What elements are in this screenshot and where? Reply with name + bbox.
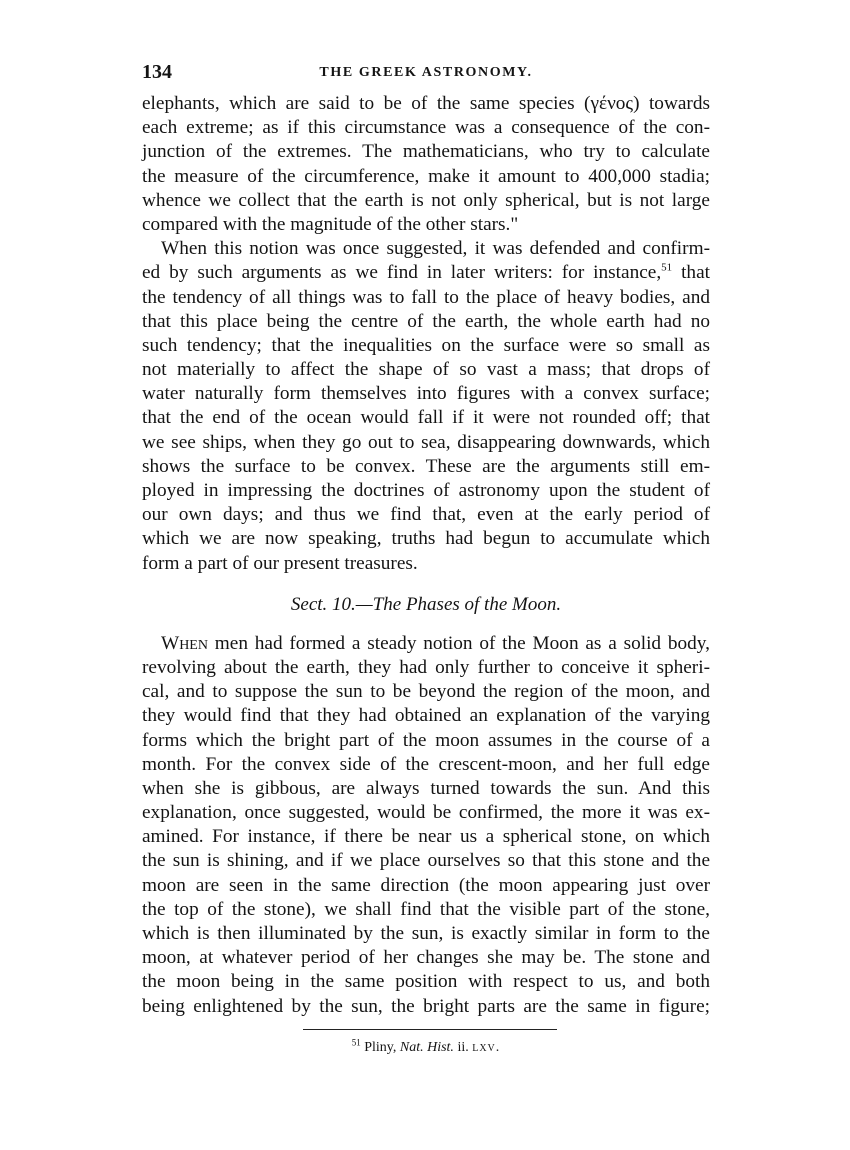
text-line: our own days; and thus we find that, even at the early period of: [142, 504, 710, 526]
text-line: which is then illuminated by the sun, is exactly similar in form to the: [142, 923, 710, 944]
text-fragment: that: [672, 262, 710, 284]
text-line: not materially to affect the shape of so vast a mass; that drops of: [142, 359, 710, 381]
section-title: The Phases of the Moon.: [372, 593, 562, 615]
text-line: water naturally form themselves into figures with a convex surface;: [142, 383, 710, 405]
text-line: [142, 261, 710, 285]
text-line: cal, and to suppose the sun to be beyond the region of the moon, and: [142, 681, 710, 703]
text-fragment: men had formed a steady notion of the Moon as a solid body,: [207, 632, 710, 654]
footnote-number: 51: [351, 1037, 361, 1048]
text-line: moon, at whatever period of her changes she may be. The stone and: [142, 947, 710, 969]
text-line: which we are now speaking, truths had begun to accumulate which: [142, 528, 710, 550]
text-line: the tendency of all things was to fall to the place of heavy bodies, and: [142, 286, 710, 308]
text-line: whence we collect that the earth is not only spherical, but is not large: [142, 189, 710, 211]
footnote-chapter: lxv.: [472, 1039, 501, 1055]
text-line: revolving about the earth, they had only further to conceive it spheri-: [142, 656, 710, 678]
running-title: THE GREEK ASTRONOMY.: [319, 65, 533, 80]
footnote-book: ii.: [457, 1039, 469, 1055]
text-line: month. For the convex side of the crescent-moon, and her full edge: [142, 753, 710, 775]
text-line: compared with the magnitude of the other stars.": [142, 213, 519, 235]
text-line: the measure of the circumference, make it amount to 400,000 stadia;: [142, 165, 710, 187]
paragraph-arguments: [142, 237, 710, 576]
page-number: 134: [142, 61, 172, 83]
paragraph-continuation: [142, 92, 710, 237]
text-line: shows the surface to be convex. These are the arguments still em-: [142, 455, 710, 477]
text-line: explanation, once suggested, would be confirmed, the more it was ex-: [142, 802, 710, 824]
section-heading: [142, 592, 710, 618]
text-line: we see ships, when they go out to sea, disappearing downwards, which: [142, 431, 710, 453]
text-line: such tendency; that the inequalities on the surface were so small as: [142, 334, 710, 356]
footnote-author: Pliny,: [364, 1039, 397, 1055]
page-header: [142, 58, 710, 92]
footnote: [142, 1038, 710, 1058]
text-line: each extreme; as if this circumstance was a consequence of the con-: [142, 117, 710, 139]
text-line: forms which the bright part of the moon assumes in the course of a: [142, 729, 710, 751]
text-line: elephants, which are said to be of the same species (γένος) towards: [142, 93, 710, 114]
text-line: that this place being the centre of the earth, the whole earth had no: [142, 310, 710, 332]
footnote-reference[interactable]: 51: [661, 261, 673, 274]
text-line: [142, 632, 710, 656]
paragraph-phases: [142, 632, 710, 1019]
text-line: moon are seen in the same direction (the moon appearing just over: [142, 874, 710, 896]
text-line: form a part of our present treasures.: [142, 552, 418, 574]
book-page: [142, 58, 710, 1058]
text-line: when she is gibbous, are always turned towards the sun. And this: [142, 777, 710, 799]
text-line: they would find that they had obtained an explanation of the varying: [142, 705, 710, 727]
text-line: junction of the extremes. The mathematicians, who try to calculate: [142, 141, 710, 163]
drop-word: When: [161, 632, 208, 654]
footnote-divider: [303, 1029, 557, 1030]
text-line: ployed in impressing the doctrines of astronomy upon the student of: [142, 480, 710, 501]
text-line: that the end of the ocean would fall if it were not rounded off; that: [142, 407, 710, 429]
text-line: When this notion was once suggested, it was defended and confirm-: [161, 238, 710, 260]
footnote-work: Nat. Hist.: [399, 1039, 454, 1055]
section-label: Sect. 10.—: [290, 593, 373, 615]
text-line: being enlightened by the sun, the bright parts are the same in figure;: [142, 995, 710, 1017]
text-line: the top of the stone), we shall find that the visible part of the stone,: [142, 898, 710, 920]
text-fragment: ed by such arguments as we find in later writers: for instance,: [142, 262, 662, 284]
text-line: amined. For instance, if there be near us a spherical stone, on which: [142, 826, 710, 848]
text-line: the moon being in the same position with respect to us, and both: [142, 971, 710, 993]
text-line: the sun is shining, and if we place ourselves so that this stone and the: [142, 850, 710, 872]
